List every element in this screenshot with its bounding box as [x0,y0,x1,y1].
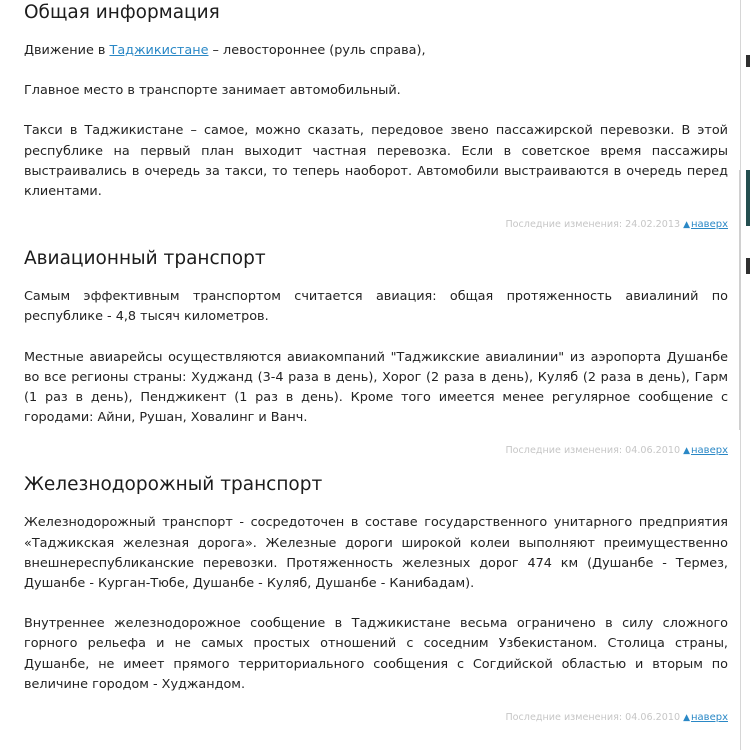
up-arrow-icon: ▲ [683,713,691,724]
back-to-top-link[interactable]: наверх [691,445,728,457]
up-arrow-icon: ▲ [683,446,691,457]
up-arrow-icon: ▲ [683,220,691,231]
text: Движение в [24,43,110,58]
last-modified: Последние изменения: 04.06.2010 [505,712,681,724]
back-to-top-link[interactable]: наверх [691,219,728,231]
paragraph: Внутреннее железнодорожное сообщение в Таджикистане весьма ограничено в силу сложного горного рельефа и не самых простых отношений с соседним Узбекистаном. Столица страны, Душанбе, не имеет прямого территориального сообщения с Согдийской областью и вторым по величине городом - Худжандом. [24,616,728,692]
scrollbar-thumb[interactable] [739,170,741,430]
tajikistan-link[interactable]: Таджикистане [109,43,209,58]
section-footer [24,444,728,458]
back-to-top-link[interactable]: наверх [691,712,728,724]
text: – левостороннее (руль справа), [208,43,426,58]
section-title: Железнодорожный транспорт [24,474,323,496]
section-footer [24,218,728,232]
last-modified: Последние изменения: 24.02.2013 [505,219,681,231]
paragraph: Самым эффективным транспортом считается авиация: общая протяженность авиалиний по республике - 4,8 тысяч километров. [24,289,728,325]
paragraph [24,41,728,61]
edge-marker [746,55,750,67]
section-title: Авиационный транспорт [24,248,266,270]
edge-marker [746,170,750,226]
paragraph: Главное место в транспорте занимает автомобильный. [24,83,401,99]
paragraph: Местные авиарейсы осуществляются авиакомпаний "Таджикские авиалинии" из аэропорта Душанбе во все регионы страны: Худжанд (3-4 раза в день), Хорог (2 раза в день), Куляб (2 раза в день), Гарм (1 раз в день), Пенджикент (1 раз в день). Кроме того имеется менее регулярное сообщение с городами: Айни, Рушан, Ховалинг и Ванч. [24,349,728,426]
section-aviation [24,246,728,458]
edge-marker [746,258,750,274]
section-title: Общая информация [24,2,220,23]
article-content [24,0,728,725]
section-railway [24,472,728,725]
last-modified: Последние изменения: 04.06.2010 [505,445,681,457]
paragraph: Железнодорожный транспорт - сосредоточен в составе государственного унитарного предприятия «Таджикская железная дорога». Железные дороги широкой колеи выполняют преимущественно внешнереспубликанские перевозки. Протяженность железных дорог 474 км (Душанбе - Термез, Душанбе - Курган-Тюбе, Душанбе - Куляб, Душанбе - Канибадам). [24,515,728,592]
section-footer [24,711,728,725]
section-general-info [24,0,728,232]
paragraph: Такси в Таджикистане – самое, можно сказать, передовое звено пассажирской перевозки. В этой республике на первый план выходит частная перевозка. Если в советское время пассажиры выстраивались в очередь за такси, то теперь наоборот. Автомобили выстраиваются в очередь перед клиентами. [24,123,728,200]
